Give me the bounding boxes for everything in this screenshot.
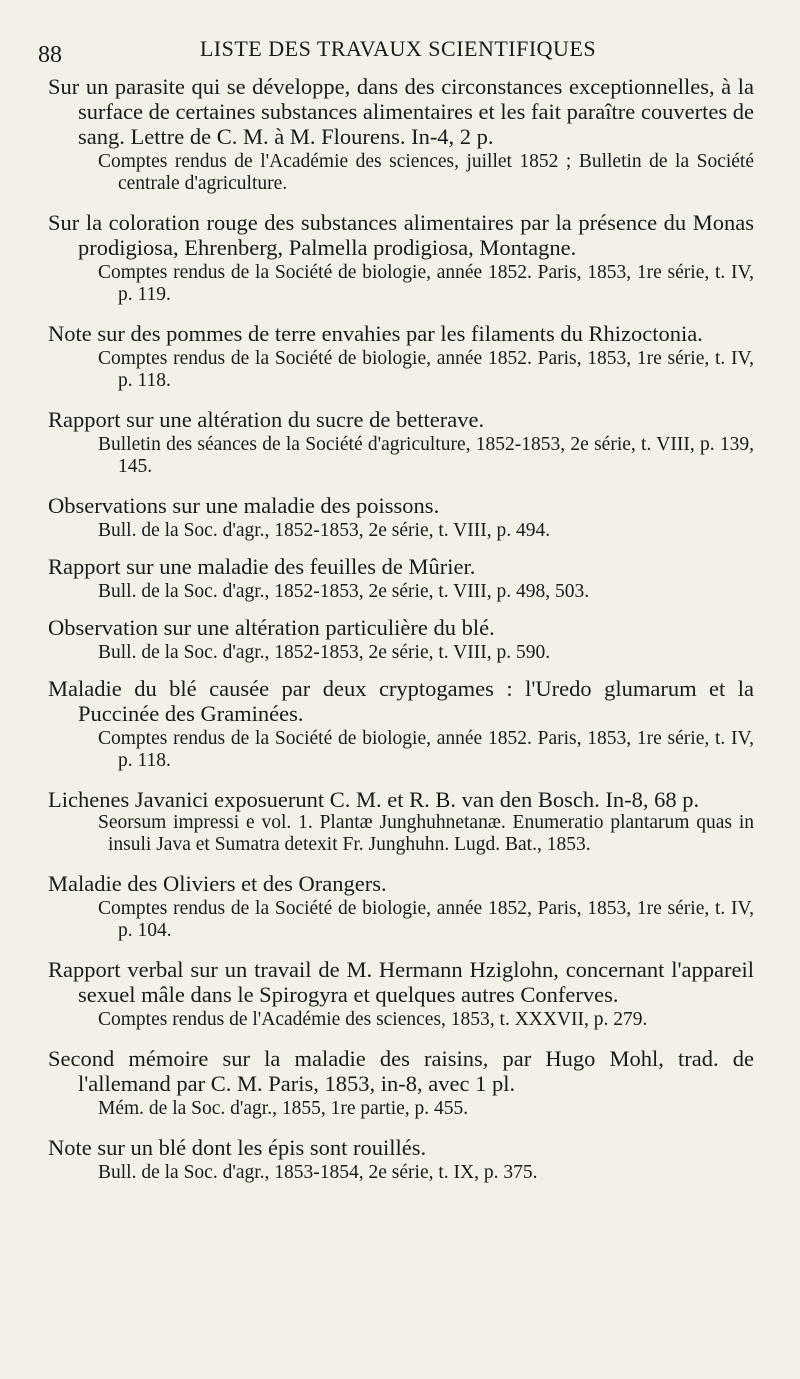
entry-title: Sur la coloration rouge des substances alimentaires par la présence du Monas prodigiosa, Ehrenberg, Palmella prodigiosa, Montagne. xyxy=(48,210,754,260)
entry-reference: Bull. de la Soc. d'agr., 1852-1853, 2e série, t. VIII, p. 494. xyxy=(98,520,551,541)
list-item xyxy=(48,787,754,856)
entry-reference: Comptes rendus de la Société de biologie, année 1852. Paris, 1853, 1re série, t. IV, p. 118. xyxy=(98,348,754,391)
list-item xyxy=(48,957,754,1031)
list-item xyxy=(48,1135,754,1184)
entry-reference: Mém. de la Soc. d'agr., 1855, 1re partie, p. 455. xyxy=(98,1098,469,1119)
entry-reference: Bulletin des séances de la Société d'agriculture, 1852-1853, 2e série, t. VIII, p. 139, 145. xyxy=(98,434,754,477)
list-item xyxy=(48,615,754,664)
entry-title: Observations sur une maladie des poissons. xyxy=(48,493,440,518)
entry-reference: Comptes rendus de la Société de biologie, année 1852. Paris, 1853, 1re série, t. IV, p. 119. xyxy=(98,262,754,305)
entry-title: Maladie du blé causée par deux cryptogames : l'Uredo glumarum et la Puccinée des Graminées. xyxy=(48,676,754,726)
list-item xyxy=(48,210,754,306)
page-header xyxy=(38,36,758,66)
entry-reference: Bull. de la Soc. d'agr., 1852-1853, 2e série, t. VIII, p. 590. xyxy=(98,642,551,663)
list-item xyxy=(48,74,754,195)
entry-title: Rapport sur une maladie des feuilles de Mûrier. xyxy=(48,554,476,579)
entry-title: Sur un parasite qui se développe, dans des circonstances exceptionnelles, à la surface de certaines substances alimentaires et les fait paraître couvertes de sang. Lettre de C. M. à M. Flourens. In-4, 2 p. xyxy=(48,74,754,149)
list-item xyxy=(48,407,754,478)
entry-reference: Comptes rendus de la Société de biologie, année 1852. Paris, 1853, 1re série, t. IV, p. 118. xyxy=(98,728,754,771)
list-item xyxy=(48,871,754,942)
bibliography-list xyxy=(48,74,754,1199)
entry-reference: Seorsum impressi e vol. 1. Plantæ Junghuhnetanæ. Enumeratio plantarum quas in insuli Java et Sumatra detexit Fr. Junghuhn. Lugd. Bat., 1853. xyxy=(98,812,754,855)
entry-reference: Comptes rendus de l'Académie des sciences, 1853, t. XXXVII, p. 279. xyxy=(98,1009,648,1030)
entry-title: Rapport sur une altération du sucre de betterave. xyxy=(48,407,485,432)
list-item xyxy=(48,321,754,392)
list-item xyxy=(48,1046,754,1120)
entry-reference: Comptes rendus de l'Académie des sciences, juillet 1852 ; Bulletin de la Société centrale d'agriculture. xyxy=(98,151,754,194)
entry-title: Observation sur une altération particulière du blé. xyxy=(48,615,495,640)
entry-title: Second mémoire sur la maladie des raisins, par Hugo Mohl, trad. de l'allemand par C. M. Paris, 1853, in-8, avec 1 pl. xyxy=(48,1046,754,1096)
entry-reference: Bull. de la Soc. d'agr., 1853-1854, 2e série, t. IX, p. 375. xyxy=(98,1162,538,1183)
entry-title: Lichenes Javanici exposuerunt C. M. et R. B. van den Bosch. In-8, 68 p. xyxy=(48,787,700,812)
running-title: LISTE DES TRAVAUX SCIENTIFIQUES xyxy=(199,36,597,61)
entry-title: Maladie des Oliviers et des Orangers. xyxy=(48,871,387,896)
entry-title: Note sur des pommes de terre envahies par les filaments du Rhizoctonia. xyxy=(48,321,703,346)
entry-reference: Comptes rendus de la Société de biologie, année 1852, Paris, 1853, 1re série, t. IV, p. 104. xyxy=(98,898,754,941)
list-item xyxy=(48,554,754,603)
entry-reference: Bull. de la Soc. d'agr., 1852-1853, 2e série, t. VIII, p. 498, 503. xyxy=(98,581,590,602)
entry-title: Note sur un blé dont les épis sont rouillés. xyxy=(48,1135,427,1160)
page-number: 88 xyxy=(38,42,62,68)
list-item xyxy=(48,676,754,772)
entry-title: Rapport verbal sur un travail de M. Hermann Hziglohn, concernant l'appareil sexuel mâle dans le Spirogyra et quelques autres Conferves. xyxy=(48,957,754,1007)
list-item xyxy=(48,493,754,542)
